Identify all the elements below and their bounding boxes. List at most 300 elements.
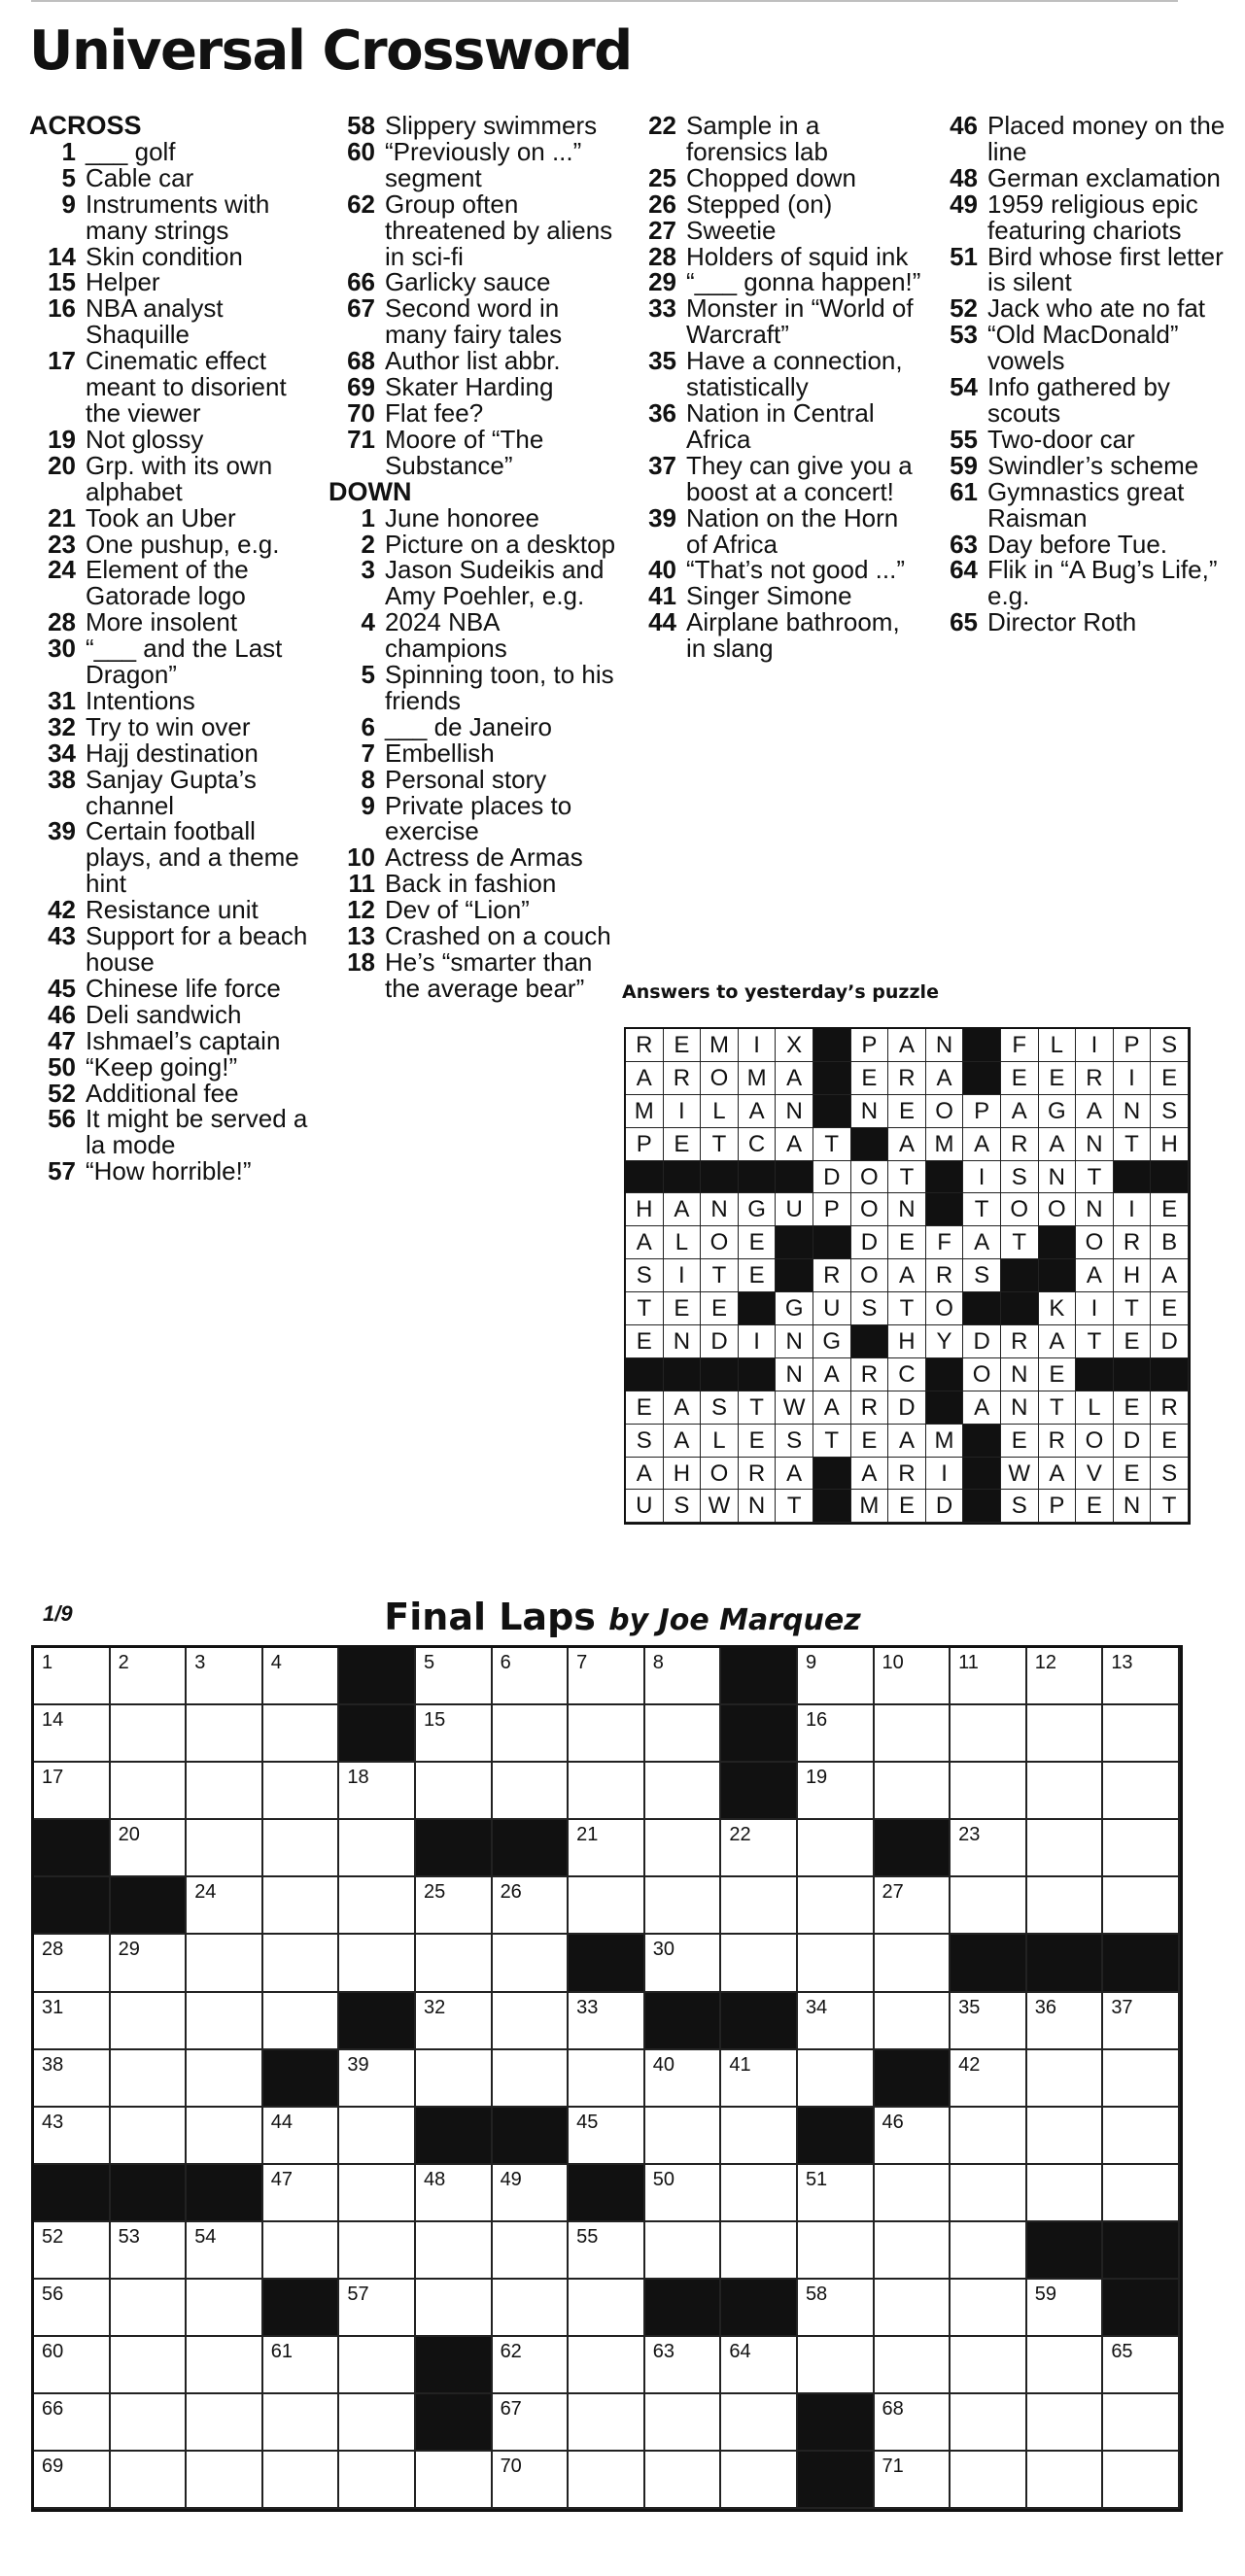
clue (630, 269, 926, 295)
grid-cell[interactable] (721, 2337, 798, 2394)
clue-text: Helper (86, 267, 160, 297)
answer-black-square (813, 1029, 851, 1062)
grid-cell[interactable] (263, 1877, 340, 1935)
grid-cell[interactable] (263, 1648, 340, 1705)
answer-letter-cell: A (1151, 1259, 1189, 1292)
answer-letter-cell: T (888, 1161, 926, 1194)
grid-black-square (416, 2108, 493, 2165)
grid-cell[interactable] (951, 2280, 1027, 2337)
grid-cell[interactable] (493, 2222, 570, 2280)
answer-letter-cell: E (626, 1325, 664, 1358)
grid-cell[interactable] (187, 1935, 263, 1992)
answer-letter-cell: T (701, 1128, 739, 1161)
answer-letter-cell: T (1076, 1325, 1114, 1358)
answer-letter-cell: O (701, 1062, 739, 1095)
grid-cell[interactable] (875, 2337, 951, 2394)
grid-cell[interactable] (111, 1705, 188, 1763)
answer-black-square (926, 1161, 964, 1194)
grid-cell[interactable] (339, 2050, 416, 2108)
grid-cell[interactable] (493, 1877, 570, 1935)
clue-number: 44 (648, 607, 676, 637)
clue-text: Back in fashion (385, 869, 557, 899)
grid-cell[interactable] (721, 1820, 798, 1877)
grid-cell[interactable] (263, 1763, 340, 1820)
grid-cell[interactable] (111, 2280, 188, 2337)
grid-black-square (569, 1935, 645, 1992)
grid-cell[interactable] (875, 2222, 951, 2280)
top-rule (31, 0, 1178, 2)
grid-cell[interactable] (645, 2452, 722, 2509)
grid-clue-number: 28 (42, 1939, 64, 1961)
grid-cell[interactable] (645, 2394, 722, 2452)
grid-cell[interactable] (951, 2394, 1027, 2452)
grid-cell[interactable] (1027, 1648, 1104, 1705)
answer-letter-cell: R (1076, 1062, 1114, 1095)
grid-cell[interactable] (416, 1993, 493, 2050)
answer-letter-cell: L (664, 1226, 702, 1259)
grid-cell[interactable] (187, 2337, 263, 2394)
grid-cell[interactable] (1103, 1705, 1180, 1763)
grid-cell[interactable] (34, 1935, 111, 1992)
grid-cell[interactable] (569, 2452, 645, 2509)
grid-black-square (339, 1993, 416, 2050)
grid-cell[interactable] (645, 1935, 722, 1992)
grid-cell[interactable] (111, 1935, 188, 1992)
grid-cell[interactable] (951, 1877, 1027, 1935)
grid-cell[interactable] (798, 2050, 875, 2108)
answer-letter-cell: C (739, 1128, 777, 1161)
clue (29, 973, 326, 1003)
clue (29, 897, 326, 923)
grid-cell[interactable] (875, 1648, 951, 1705)
grid-cell[interactable] (416, 2280, 493, 2337)
grid-cell[interactable] (493, 1763, 570, 1820)
grid-cell[interactable] (187, 1763, 263, 1820)
crossword-grid[interactable] (31, 1645, 1183, 2512)
grid-cell[interactable] (645, 1648, 722, 1705)
answer-letter-cell: A (626, 1062, 664, 1095)
grid-cell[interactable] (34, 2050, 111, 2108)
grid-cell[interactable] (1027, 2165, 1104, 2222)
grid-cell[interactable] (416, 2165, 493, 2222)
grid-cell[interactable] (187, 2280, 263, 2337)
grid-clue-number: 66 (42, 2398, 64, 2421)
grid-cell[interactable] (721, 2165, 798, 2222)
grid-cell[interactable] (339, 2394, 416, 2452)
grid-cell[interactable] (951, 2050, 1027, 2108)
answer-letter-cell: A (776, 1458, 813, 1491)
grid-clue-number: 37 (1111, 1996, 1133, 2018)
grid-cell[interactable] (263, 2222, 340, 2280)
grid-cell[interactable] (951, 1993, 1027, 2050)
clue (931, 424, 1228, 454)
clue-text: NBA analyst Shaquille (86, 293, 224, 350)
grid-cell[interactable] (1103, 1820, 1180, 1877)
answer-black-square (739, 1161, 777, 1194)
answer-letter-cell: V (1076, 1458, 1114, 1491)
grid-black-square (569, 2165, 645, 2222)
grid-cell[interactable] (875, 2108, 951, 2165)
grid-black-square (111, 1877, 188, 1935)
grid-cell[interactable] (1103, 1763, 1180, 1820)
grid-cell[interactable] (34, 1993, 111, 2050)
puzzle-title: Final Laps (384, 1596, 596, 1638)
clue-text: Jack who ate no fat (987, 293, 1206, 324)
grid-cell[interactable] (34, 2337, 111, 2394)
answer-letter-cell: A (739, 1095, 777, 1128)
grid-cell[interactable] (569, 2108, 645, 2165)
grid-cell[interactable] (645, 1763, 722, 1820)
grid-cell[interactable] (569, 1705, 645, 1763)
grid-cell[interactable] (34, 2280, 111, 2337)
clue (29, 295, 326, 348)
grid-cell[interactable] (875, 1935, 951, 1992)
clue-text: “That’s not good ...” (686, 555, 905, 585)
answer-letter-cell: I (739, 1325, 777, 1358)
grid-cell[interactable] (645, 2050, 722, 2108)
grid-cell[interactable] (1103, 1877, 1180, 1935)
grid-cell[interactable] (34, 2394, 111, 2452)
grid-clue-number: 5 (423, 1652, 435, 1673)
grid-cell[interactable] (569, 2050, 645, 2108)
grid-cell[interactable] (1027, 1820, 1104, 1877)
grid-cell[interactable] (951, 1648, 1027, 1705)
answer-letter-cell: H (888, 1325, 926, 1358)
grid-cell[interactable] (721, 2452, 798, 2509)
clue (329, 557, 625, 609)
clue-text: Private places to exercise (385, 790, 572, 846)
grid-cell[interactable] (416, 1705, 493, 1763)
grid-cell[interactable] (1027, 1763, 1104, 1820)
grid-cell[interactable] (798, 1993, 875, 2050)
grid-cell[interactable] (798, 1935, 875, 1992)
answer-black-square (739, 1358, 777, 1391)
clue-text: Skin condition (86, 241, 243, 271)
answer-letter-cell: A (963, 1226, 1001, 1259)
clue-number: 29 (648, 267, 676, 297)
grid-cell[interactable] (951, 1820, 1027, 1877)
clue (329, 609, 625, 662)
grid-cell[interactable] (875, 1705, 951, 1763)
grid-cell[interactable] (1103, 2394, 1180, 2452)
grid-cell[interactable] (493, 2337, 570, 2394)
grid-cell[interactable] (493, 2394, 570, 2452)
grid-cell[interactable] (416, 1763, 493, 1820)
grid-cell[interactable] (111, 1820, 188, 1877)
grid-cell[interactable] (1027, 1705, 1104, 1763)
answer-letter-cell: I (1114, 1062, 1152, 1095)
grid-black-square (263, 2280, 340, 2337)
grid-cell[interactable] (569, 1820, 645, 1877)
grid-cell[interactable] (951, 1763, 1027, 1820)
grid-cell[interactable] (1027, 1877, 1104, 1935)
grid-cell[interactable] (569, 2337, 645, 2394)
answer-letter-cell: S (1001, 1161, 1039, 1194)
grid-cell[interactable] (645, 2108, 722, 2165)
clue-number: 31 (48, 685, 76, 715)
grid-cell[interactable] (111, 2337, 188, 2394)
answer-letter-cell: O (701, 1458, 739, 1491)
answer-letter-cell: O (1039, 1193, 1077, 1226)
grid-cell[interactable] (721, 2108, 798, 2165)
grid-cell[interactable] (875, 2165, 951, 2222)
grid-cell[interactable] (951, 2452, 1027, 2509)
grid-cell[interactable] (951, 1705, 1027, 1763)
grid-cell[interactable] (416, 1648, 493, 1705)
clue-number: 16 (48, 293, 76, 324)
grid-cell[interactable] (34, 1763, 111, 1820)
grid-cell[interactable] (1027, 2280, 1104, 2337)
answer-letter-cell: A (888, 1425, 926, 1458)
grid-cell[interactable] (798, 1648, 875, 1705)
grid-cell[interactable] (187, 2050, 263, 2108)
grid-cell[interactable] (721, 2050, 798, 2108)
clue (29, 711, 326, 741)
clue-number: 23 (48, 529, 76, 559)
grid-cell[interactable] (875, 1993, 951, 2050)
grid-black-square (493, 2108, 570, 2165)
clue-number: 62 (347, 189, 375, 219)
grid-cell[interactable] (263, 1935, 340, 1992)
grid-cell[interactable] (263, 2337, 340, 2394)
grid-cell[interactable] (339, 1820, 416, 1877)
page-title: Universal Crossword (29, 19, 632, 83)
grid-cell[interactable] (493, 2452, 570, 2509)
answer-letter-cell: S (1151, 1458, 1189, 1491)
grid-cell[interactable] (34, 1648, 111, 1705)
answer-letter-cell: E (888, 1226, 926, 1259)
grid-cell[interactable] (645, 1877, 722, 1935)
grid-cell[interactable] (721, 2394, 798, 2452)
grid-black-square (875, 2050, 951, 2108)
grid-cell[interactable] (1103, 1993, 1180, 2050)
grid-cell[interactable] (263, 2394, 340, 2452)
grid-cell[interactable] (721, 1877, 798, 1935)
grid-cell[interactable] (187, 2222, 263, 2280)
answer-letter-cell: I (739, 1029, 777, 1062)
answer-black-square (813, 1226, 851, 1259)
answer-letter-cell: N (664, 1325, 702, 1358)
grid-black-square (339, 1705, 416, 1763)
answer-letter-cell: N (1076, 1193, 1114, 1226)
answer-letter-cell: T (1114, 1292, 1152, 1325)
grid-cell[interactable] (493, 2280, 570, 2337)
answer-letter-cell: U (776, 1193, 813, 1226)
grid-cell[interactable] (263, 1705, 340, 1763)
grid-cell[interactable] (34, 1705, 111, 1763)
grid-cell[interactable] (263, 1820, 340, 1877)
grid-cell[interactable] (111, 2050, 188, 2108)
grid-cell[interactable] (493, 1935, 570, 1992)
grid-cell[interactable] (187, 2394, 263, 2452)
answer-letter-cell: A (926, 1062, 964, 1095)
grid-cell[interactable] (721, 2222, 798, 2280)
grid-cell[interactable] (569, 2222, 645, 2280)
answer-black-square (1114, 1358, 1152, 1391)
grid-cell[interactable] (416, 1935, 493, 1992)
grid-cell[interactable] (493, 2165, 570, 2222)
grid-cell[interactable] (416, 1877, 493, 1935)
grid-cell[interactable] (1103, 2165, 1180, 2222)
clue-number: 2 (361, 529, 375, 559)
clue (329, 191, 625, 270)
clue-number: 39 (48, 816, 76, 846)
grid-cell[interactable] (111, 1763, 188, 1820)
answer-letter-cell: Y (926, 1325, 964, 1358)
grid-cell[interactable] (645, 1705, 722, 1763)
grid-cell[interactable] (875, 1877, 951, 1935)
grid-clue-number: 67 (500, 2398, 522, 2421)
grid-cell[interactable] (645, 2222, 722, 2280)
grid-cell[interactable] (339, 2452, 416, 2509)
grid-cell[interactable] (263, 2108, 340, 2165)
answer-letter-cell: D (888, 1391, 926, 1425)
grid-clue-number: 68 (882, 2398, 904, 2421)
clue-number: 56 (48, 1104, 76, 1134)
grid-cell[interactable] (339, 1763, 416, 1820)
grid-cell[interactable] (798, 1705, 875, 1763)
grid-clue-number: 16 (805, 1709, 828, 1732)
grid-cell[interactable] (798, 2165, 875, 2222)
grid-cell[interactable] (493, 1705, 570, 1763)
grid-cell[interactable] (569, 2394, 645, 2452)
grid-cell[interactable] (645, 2337, 722, 2394)
grid-cell[interactable] (1027, 2394, 1104, 2452)
puzzle-date: 1/9 (43, 1601, 73, 1626)
grid-cell[interactable] (187, 1820, 263, 1877)
answer-letter-cell: A (1076, 1259, 1114, 1292)
clue-number: 53 (950, 320, 978, 350)
grid-cell[interactable] (339, 1877, 416, 1935)
clue-number: 38 (48, 764, 76, 794)
grid-cell[interactable] (1027, 2108, 1104, 2165)
grid-cell[interactable] (721, 1935, 798, 1992)
grid-cell[interactable] (951, 2108, 1027, 2165)
grid-cell[interactable] (645, 1820, 722, 1877)
grid-cell[interactable] (798, 2280, 875, 2337)
grid-cell[interactable] (493, 1993, 570, 2050)
grid-cell[interactable] (1027, 1993, 1104, 2050)
grid-cell[interactable] (951, 2222, 1027, 2280)
grid-cell[interactable] (1103, 2337, 1180, 2394)
clue-text: “Old MacDonald” vowels (987, 320, 1179, 376)
clue (329, 871, 625, 897)
grid-cell[interactable] (1103, 2108, 1180, 2165)
clue (329, 269, 625, 295)
grid-cell[interactable] (493, 1648, 570, 1705)
grid-cell[interactable] (1103, 1648, 1180, 1705)
clue-number: 8 (361, 764, 375, 794)
clue-text: “Previously on ...” segment (385, 136, 582, 192)
grid-cell[interactable] (951, 2337, 1027, 2394)
grid-clue-number: 10 (882, 1652, 904, 1673)
answer-black-square (626, 1161, 664, 1194)
grid-clue-number: 58 (805, 2284, 828, 2306)
clue-text: Two-door car (987, 424, 1135, 454)
grid-cell[interactable] (187, 1648, 263, 1705)
clue-number: 70 (347, 397, 375, 428)
answer-black-square (963, 1029, 1001, 1062)
grid-cell[interactable] (569, 1993, 645, 2050)
grid-cell[interactable] (339, 2165, 416, 2222)
grid-cell[interactable] (1103, 2050, 1180, 2108)
grid-cell[interactable] (111, 2452, 188, 2509)
grid-cell[interactable] (951, 2165, 1027, 2222)
grid-cell[interactable] (416, 2050, 493, 2108)
grid-cell[interactable] (111, 2222, 188, 2280)
grid-cell[interactable] (34, 2222, 111, 2280)
clue-text: It might be served a la mode (86, 1104, 308, 1160)
clue (29, 1158, 326, 1185)
grid-cell[interactable] (569, 1648, 645, 1705)
grid-cell[interactable] (34, 2108, 111, 2165)
grid-cell[interactable] (798, 2337, 875, 2394)
answer-letter-cell: I (1076, 1292, 1114, 1325)
grid-black-square (34, 2165, 111, 2222)
grid-cell[interactable] (1103, 2452, 1180, 2509)
grid-clue-number: 57 (347, 2284, 369, 2306)
grid-cell[interactable] (416, 2452, 493, 2509)
grid-cell[interactable] (187, 1705, 263, 1763)
grid-cell[interactable] (569, 1877, 645, 1935)
grid-cell[interactable] (798, 2222, 875, 2280)
clue-text: Took an Uber (86, 502, 236, 532)
grid-cell[interactable] (875, 2394, 951, 2452)
clue (329, 374, 625, 400)
grid-cell[interactable] (339, 2337, 416, 2394)
grid-cell[interactable] (798, 1763, 875, 1820)
grid-cell[interactable] (798, 1877, 875, 1935)
grid-cell[interactable] (569, 2280, 645, 2337)
clue-text: Have a connection, statistically (686, 346, 903, 402)
grid-cell[interactable] (493, 2050, 570, 2108)
grid-black-square (187, 2165, 263, 2222)
grid-cell[interactable] (187, 2108, 263, 2165)
answer-letter-cell: K (1039, 1292, 1077, 1325)
grid-cell[interactable] (187, 1877, 263, 1935)
grid-cell[interactable] (34, 2452, 111, 2509)
grid-cell[interactable] (339, 2280, 416, 2337)
grid-cell[interactable] (1027, 2050, 1104, 2108)
grid-cell[interactable] (645, 2165, 722, 2222)
answer-letter-cell: R (1114, 1226, 1152, 1259)
grid-cell[interactable] (1027, 2452, 1104, 2509)
grid-cell[interactable] (111, 2108, 188, 2165)
grid-cell[interactable] (187, 2452, 263, 2509)
grid-cell[interactable] (263, 1993, 340, 2050)
grid-cell[interactable] (111, 1993, 188, 2050)
grid-cell[interactable] (875, 1763, 951, 1820)
grid-cell[interactable] (263, 2165, 340, 2222)
grid-cell[interactable] (111, 1648, 188, 1705)
answer-letter-cell: R (1039, 1425, 1077, 1458)
grid-cell[interactable] (875, 2280, 951, 2337)
grid-cell[interactable] (111, 2394, 188, 2452)
grid-cell[interactable] (416, 2222, 493, 2280)
grid-cell[interactable] (339, 2222, 416, 2280)
grid-cell[interactable] (798, 1820, 875, 1877)
grid-cell[interactable] (263, 2452, 340, 2509)
clue-text: Ishmael’s captain (86, 1025, 281, 1055)
grid-cell[interactable] (1027, 2337, 1104, 2394)
clue-text: Hajj destination (86, 738, 259, 768)
grid-cell[interactable] (875, 2452, 951, 2509)
grid-cell[interactable] (339, 1935, 416, 1992)
clue-number: 32 (48, 711, 76, 741)
grid-cell[interactable] (569, 1763, 645, 1820)
grid-cell[interactable] (339, 2108, 416, 2165)
grid-cell[interactable] (187, 1993, 263, 2050)
